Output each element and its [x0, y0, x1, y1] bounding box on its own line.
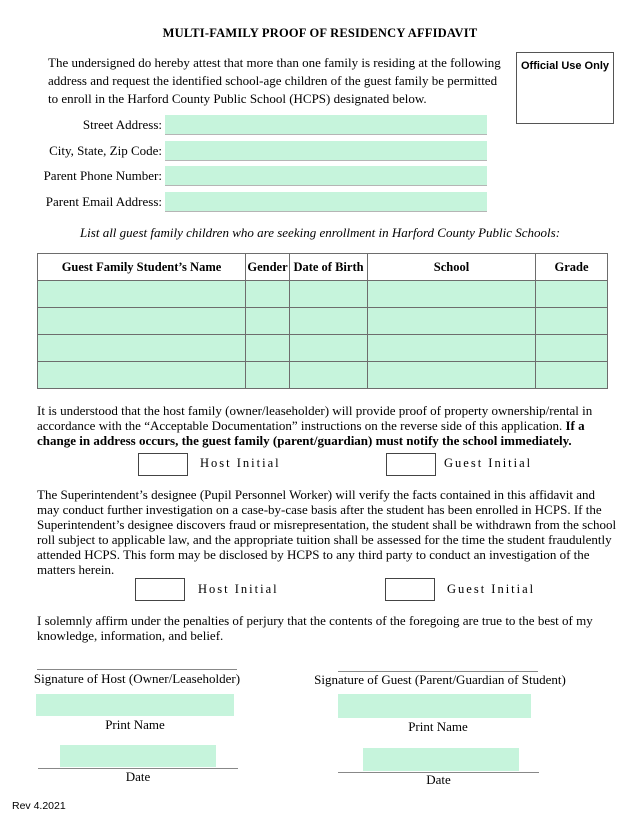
school-cell[interactable] [368, 308, 536, 335]
student-name-cell[interactable] [38, 335, 246, 362]
gender-cell[interactable] [246, 308, 290, 335]
revision-label: Rev 4.2021 [12, 800, 66, 812]
gender-cell[interactable] [246, 281, 290, 308]
grade-cell[interactable] [536, 308, 608, 335]
guest-print-name-field[interactable] [338, 694, 531, 718]
host-date-field[interactable] [60, 745, 216, 767]
host-print-name-label: Print Name [105, 717, 165, 732]
intro-paragraph: The undersigned do hereby attest that more than one family is residing at the following address and request the identified school-age children of the guest family be permitted to enroll in the Harford County Public School (HCPS) designated below. [48, 55, 501, 106]
city-state-zip-label: City, State, Zip Code: [49, 143, 162, 158]
student-name-cell[interactable] [38, 281, 246, 308]
host-proof-text: It is understood that the host family (owner/leaseholder) will provide proof of property ownership/rental in accordance with the “Acceptable Documentation” instructions on the reverse side of this application. [37, 403, 593, 433]
host-initial-box-2[interactable] [135, 578, 185, 601]
guest-initial-label-1: Guest Initial [444, 456, 533, 470]
affirmation-paragraph: I solemnly affirm under the penalties of perjury that the contents of the foregoing are true to the best of my knowledge, information, and belief. [37, 613, 593, 643]
guest-initial-box-2[interactable] [385, 578, 435, 601]
host-signature-line[interactable] [37, 669, 237, 670]
guest-print-name-label: Print Name [408, 719, 468, 734]
school-cell[interactable] [368, 362, 536, 389]
school-cell[interactable] [368, 335, 536, 362]
table-row [38, 281, 608, 308]
city-state-zip-input[interactable] [165, 141, 487, 161]
table-row [38, 308, 608, 335]
guest-signature-label: Signature of Guest (Parent/Guardian of Student) [314, 672, 566, 687]
header-gender: Gender [246, 254, 290, 281]
guest-initial-label-2: Guest Initial [447, 582, 536, 596]
table-instruction: List all guest family children who are seeking enrollment in Harford County Public Schools: [79, 225, 561, 240]
parent-email-input[interactable] [165, 192, 487, 212]
verification-paragraph: The Superintendent’s designee (Pupil Personnel Worker) will verify the facts contained in this affidavit and may conduct further investigation on a case-by-case basis after the student has been enrolled in HCPS. If the Superintendent’s designee discovers fraud or misrepresentation, the student shall be withdrawn from the school roll subject to applicable law, and the appropriate tuition shall be assessed for the time the student fraudulently attended HCPS. This form may be disclosed by HCPS to any third party to conduct an investigation of the matters herein. [37, 487, 617, 577]
guest-initial-box-1[interactable] [386, 453, 436, 476]
street-address-input[interactable] [165, 115, 487, 135]
student-name-cell[interactable] [38, 362, 246, 389]
grade-cell[interactable] [536, 281, 608, 308]
host-initial-box-1[interactable] [138, 453, 188, 476]
date-of-birth-cell[interactable] [290, 281, 368, 308]
school-cell[interactable] [368, 281, 536, 308]
parent-phone-input[interactable] [165, 166, 487, 186]
parent-email-label: Parent Email Address: [45, 194, 162, 209]
date-of-birth-cell[interactable] [290, 362, 368, 389]
header-grade: Grade [536, 254, 608, 281]
guest-students-table [37, 253, 608, 389]
host-initial-label-2: Host Initial [198, 582, 279, 596]
host-proof-paragraph [37, 403, 617, 448]
header-date-of-birth: Date of Birth [290, 254, 368, 281]
form-title: MULTI-FAMILY PROOF OF RESIDENCY AFFIDAVIT [162, 26, 478, 40]
date-of-birth-cell[interactable] [290, 335, 368, 362]
guest-date-label: Date [426, 772, 451, 787]
street-address-label: Street Address: [82, 117, 162, 132]
header-school: School [368, 254, 536, 281]
table-header-row [38, 254, 608, 281]
guest-date-field[interactable] [363, 748, 519, 771]
student-name-cell[interactable] [38, 308, 246, 335]
official-use-box [516, 52, 614, 124]
grade-cell[interactable] [536, 335, 608, 362]
gender-cell[interactable] [246, 335, 290, 362]
date-of-birth-cell[interactable] [290, 308, 368, 335]
host-initial-label-1: Host Initial [200, 456, 281, 470]
host-print-name-field[interactable] [36, 694, 234, 716]
address-change-notice: If a change in address occurs, the guest family (parent/guardian) must notify the school immediately. [37, 418, 585, 448]
host-date-label: Date [125, 769, 151, 784]
official-use-label: Official Use Only [520, 60, 610, 72]
table-row [38, 362, 608, 389]
grade-cell[interactable] [536, 362, 608, 389]
header-student-name: Guest Family Student’s Name [38, 254, 246, 281]
host-signature-label: Signature of Host (Owner/Leaseholder) [33, 671, 241, 686]
table-row [38, 335, 608, 362]
parent-phone-label: Parent Phone Number: [43, 168, 162, 183]
gender-cell[interactable] [246, 362, 290, 389]
